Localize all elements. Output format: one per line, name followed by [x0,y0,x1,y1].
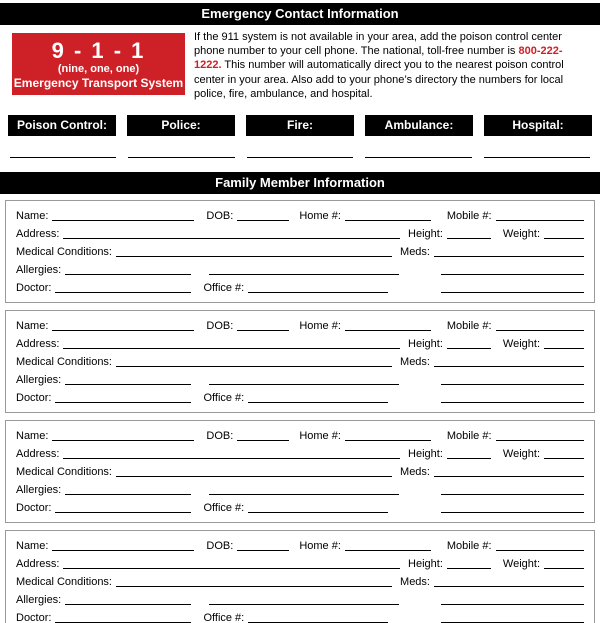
member-row-3 [16,352,584,370]
medical-conditions-line [116,586,392,587]
ambulance-blank-line [365,157,471,158]
meds-line [434,476,584,477]
meds-label: Meds: [400,576,430,589]
allergies-label: Allergies: [16,484,62,497]
home-phone-label: Home #: [299,210,341,223]
meds-line [434,586,584,587]
doctor-line [55,402,191,403]
mobile-phone-label: Mobile #: [446,210,492,223]
member-row-3 [16,242,584,260]
doctor-line [55,292,191,293]
address-label: Address: [16,228,60,241]
poison-control-blank-line [10,157,116,158]
doctor-line [55,512,191,513]
weight-line [544,348,584,349]
dob-label: DOB: [206,320,234,333]
doctor-label: Doctor: [16,612,52,623]
allergies-label: Allergies: [16,594,62,607]
dob-line [237,220,289,221]
meds-label: Meds: [400,246,430,259]
member-row-4 [16,590,584,608]
911-subtitle: (nine, one, one) [57,62,140,75]
meds-continuation-line-2 [441,292,584,293]
hospital-blank-line [484,157,590,158]
mobile-phone-label: Mobile #: [446,320,492,333]
contact-label-row [8,115,592,136]
height-line [447,238,491,239]
instructions-text-after: This number will automatically direct you to the nearest poison control center in your area. Also add to your phone’s directory the numbers for local police, fire, ambulance, and hospital. [194,59,564,100]
height-line [447,568,491,569]
weight-label: Weight: [502,448,540,461]
911-number: 9 - 1 - 1 [51,37,146,63]
address-line [63,238,400,239]
name-line [52,330,194,331]
name-label: Name: [16,430,49,443]
height-line [447,348,491,349]
allergies-continuation-line [209,494,399,495]
member-row-3 [16,462,584,480]
member-row-1 [16,426,584,444]
mobile-phone-line [496,440,584,441]
weight-line [544,568,584,569]
meds-label: Meds: [400,356,430,369]
medical-conditions-line [116,476,392,477]
office-phone-line [248,512,388,513]
home-phone-label: Home #: [299,540,341,553]
member-row-5 [16,498,584,516]
meds-line [434,366,584,367]
allergies-line [65,494,191,495]
instructions-text-before: If the 911 system is not available in your area, add the poison control center phone number to your cell phone. The national, toll-free number is [194,31,562,58]
mobile-phone-label: Mobile #: [446,540,492,553]
member-row-4 [16,260,584,278]
contact-label-ambulance: Ambulance: [365,115,473,136]
medical-conditions-line [116,256,392,257]
mobile-phone-line [496,330,584,331]
emergency-contact-header: Emergency Contact Information [0,3,600,25]
member-row-2 [16,334,584,352]
family-member-header: Family Member Information [0,172,600,194]
home-phone-label: Home #: [299,320,341,333]
height-label: Height: [408,338,443,351]
member-row-1 [16,316,584,334]
dob-line [237,550,289,551]
office-phone-label: Office #: [203,612,245,623]
medical-conditions-line [116,366,392,367]
meds-continuation-line-2 [441,512,584,513]
name-line [52,550,194,551]
office-phone-label: Office #: [203,282,245,295]
office-phone-line [248,402,388,403]
911-caption: Emergency Transport System [13,75,184,90]
member-row-5 [16,608,584,623]
member-row-4 [16,370,584,388]
family-member-list [0,200,600,623]
medical-conditions-label: Medical Conditions: [16,356,112,369]
name-label: Name: [16,320,49,333]
dob-label: DOB: [206,540,234,553]
allergies-line [65,274,191,275]
meds-line [434,256,584,257]
mobile-phone-line [496,220,584,221]
address-line [63,458,400,459]
weight-label: Weight: [502,558,540,571]
office-phone-label: Office #: [203,392,245,405]
member-row-2 [16,554,584,572]
member-row-5 [16,388,584,406]
dob-label: DOB: [206,430,234,443]
contact-blank-line-row [10,157,590,158]
allergies-continuation-line [209,384,399,385]
meds-continuation-line-1 [441,274,584,275]
contact-label-police: Police: [127,115,235,136]
family-member-block [5,200,595,303]
911-badge [12,33,185,95]
allergies-label: Allergies: [16,374,62,387]
member-row-2 [16,444,584,462]
height-line [447,458,491,459]
allergies-label: Allergies: [16,264,62,277]
doctor-label: Doctor: [16,502,52,515]
weight-line [544,458,584,459]
name-label: Name: [16,210,49,223]
dob-line [237,440,289,441]
meds-continuation-line-1 [441,604,584,605]
member-row-5 [16,278,584,296]
allergies-line [65,604,191,605]
contact-label-poison-control: Poison Control: [8,115,116,136]
weight-line [544,238,584,239]
member-row-2 [16,224,584,242]
dob-label: DOB: [206,210,234,223]
family-member-block [5,420,595,523]
office-phone-label: Office #: [203,502,245,515]
member-row-1 [16,206,584,224]
contact-label-fire: Fire: [246,115,354,136]
medical-conditions-label: Medical Conditions: [16,246,112,259]
height-label: Height: [408,448,443,461]
home-phone-label: Home #: [299,430,341,443]
allergies-continuation-line [209,604,399,605]
meds-label: Meds: [400,466,430,479]
allergies-continuation-line [209,274,399,275]
family-member-block [5,530,595,623]
home-phone-line [345,220,431,221]
weight-label: Weight: [502,338,540,351]
name-line [52,440,194,441]
member-row-3 [16,572,584,590]
family-member-block [5,310,595,413]
allergies-line [65,384,191,385]
contact-label-hospital: Hospital: [484,115,592,136]
member-row-4 [16,480,584,498]
name-line [52,220,194,221]
medical-conditions-label: Medical Conditions: [16,576,112,589]
address-line [63,568,400,569]
meds-continuation-line-2 [441,402,584,403]
dob-line [237,330,289,331]
fire-blank-line [247,157,353,158]
poison-control-phone-number: 800-222-1222. [194,45,563,72]
address-label: Address: [16,338,60,351]
intro-section [0,25,600,105]
office-phone-line [248,292,388,293]
mobile-phone-label: Mobile #: [446,430,492,443]
address-line [63,348,400,349]
medical-conditions-label: Medical Conditions: [16,466,112,479]
name-label: Name: [16,540,49,553]
meds-continuation-line-1 [441,384,584,385]
home-phone-line [345,550,431,551]
doctor-label: Doctor: [16,282,52,295]
meds-continuation-line-1 [441,494,584,495]
height-label: Height: [408,228,443,241]
member-row-1 [16,536,584,554]
home-phone-line [345,330,431,331]
address-label: Address: [16,448,60,461]
address-label: Address: [16,558,60,571]
weight-label: Weight: [502,228,540,241]
doctor-label: Doctor: [16,392,52,405]
height-label: Height: [408,558,443,571]
poison-control-instructions [185,30,588,101]
mobile-phone-line [496,550,584,551]
home-phone-line [345,440,431,441]
police-blank-line [128,157,234,158]
